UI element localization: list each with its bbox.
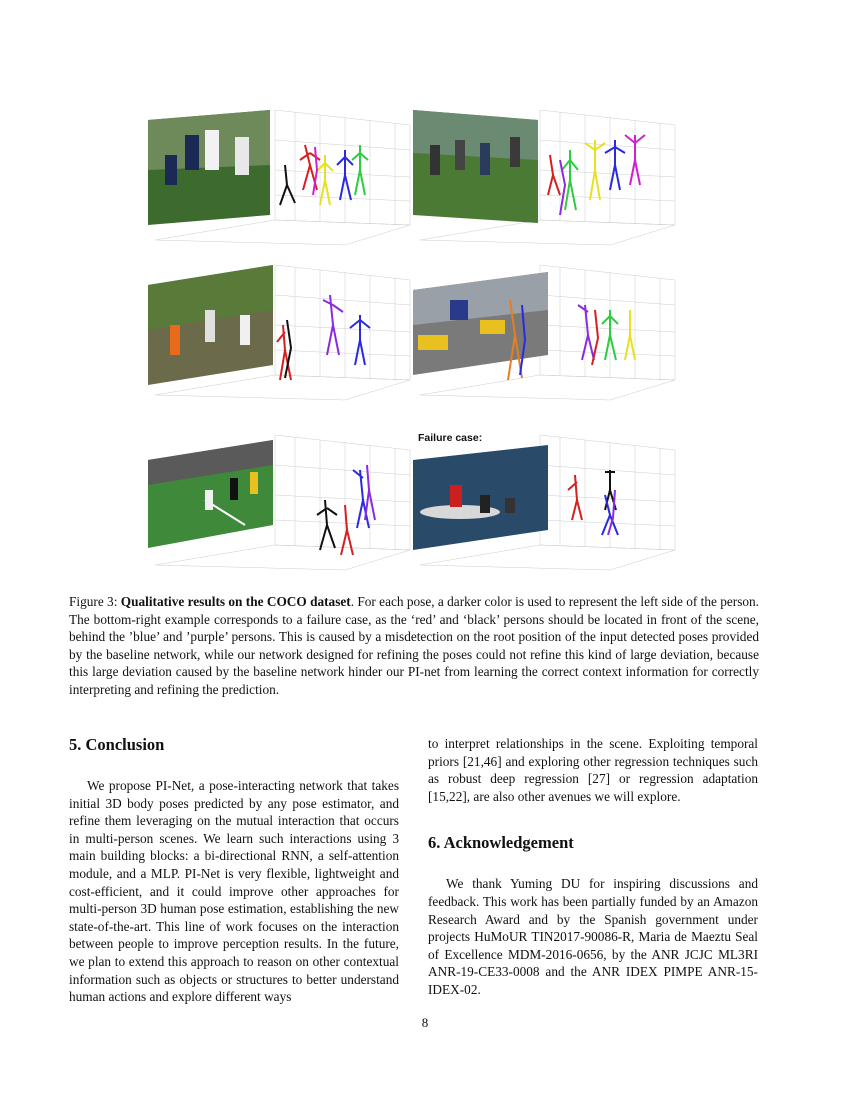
panel-3-graphic [145,260,415,410]
page-number: 8 [421,1015,429,1030]
failure-case-label: Failure case: [418,432,483,444]
figure-caption [69,593,759,699]
figure-panel-4 [410,260,680,410]
caption-text: . For each pose, a darker color is used to represent the left side of the person. The bottom-right example corresponds to a failure case, as the ‘red’ and ‘black’ persons should be located in front of the scene, behind the ’blue’ and ’purple’ persons. This is caused by a misdetection on the root position of the input detected poses provided by the baseline network, while our network designed for refining the poses could not refine this kind of large deviation, because this large deviation caused by the baseline network hinder our PI-net from learning the correct context information for correctly interpreting and refining the prediction. [69,594,759,697]
panel-5-graphic [145,430,415,580]
panel-4-graphic [410,260,680,410]
caption-prefix: Figure 3: [69,594,121,609]
skeletons [548,135,645,215]
figure-panel-1 [145,105,415,255]
conclusion-continuation: to interpret relationships in the scene. Exploiting temporal priors [21,46] and exploring other regression techniques such as robust deep regression [27] or regression adaptation [15,22], are also other avenues we will explore. [428,736,758,804]
panel-6-graphic [410,430,680,580]
left-column [69,735,399,1006]
figure-panel-5 [145,430,415,580]
right-column [428,735,758,999]
conclusion-heading: 5. Conclusion [69,735,165,754]
figure-panel-2 [410,105,680,255]
skeletons [317,465,375,555]
conclusion-paragraph: We propose PI-Net, a pose-interacting network that takes initial 3D body poses predicted by any pose estimator, and refine them leveraging on the mutual interaction that occurs in multi-person scenes. We learn such interactions using 3 main building blocks: a bi-directional RNN, a self-attention module, and a MLP. PI-Net is very flexible, lightweight and cost-efficient, and it could improve other approaches for multi-person 3D human pose estimation, establishing the new state-of-the-art. This line of work focuses on the interaction between people to improve perception results. In the future, we plan to extend this approach to reason on other contextual information such as objects or structures to better understand human actions and explore different ways [69,778,399,1005]
skeletons [277,295,370,380]
caption-bold-title: Qualitative results on the COCO dataset [120,594,351,609]
panel-2-graphic [410,105,680,255]
skeletons [568,470,618,535]
figure-3 [140,100,720,580]
acknowledgement-paragraph: We thank Yuming DU for inspiring discussions and feedback. This work has been partially funded by an Amazon Research Award and by the Spanish government under projects HuMoUR TIN2017-90086-R, Maria de Maeztu Seal of Excellence MDM-2016-0656, by the ANR JCJC ML3RI ANR-19-CE33-0008 and the ANR IDEX PIMPE ANR-15-IDEX-02. [428,876,758,997]
figure-panel-3 [145,260,415,410]
figure-panel-6 [410,430,680,580]
acknowledgement-heading: 6. Acknowledgement [428,833,574,853]
panel-1-graphic [145,105,415,255]
